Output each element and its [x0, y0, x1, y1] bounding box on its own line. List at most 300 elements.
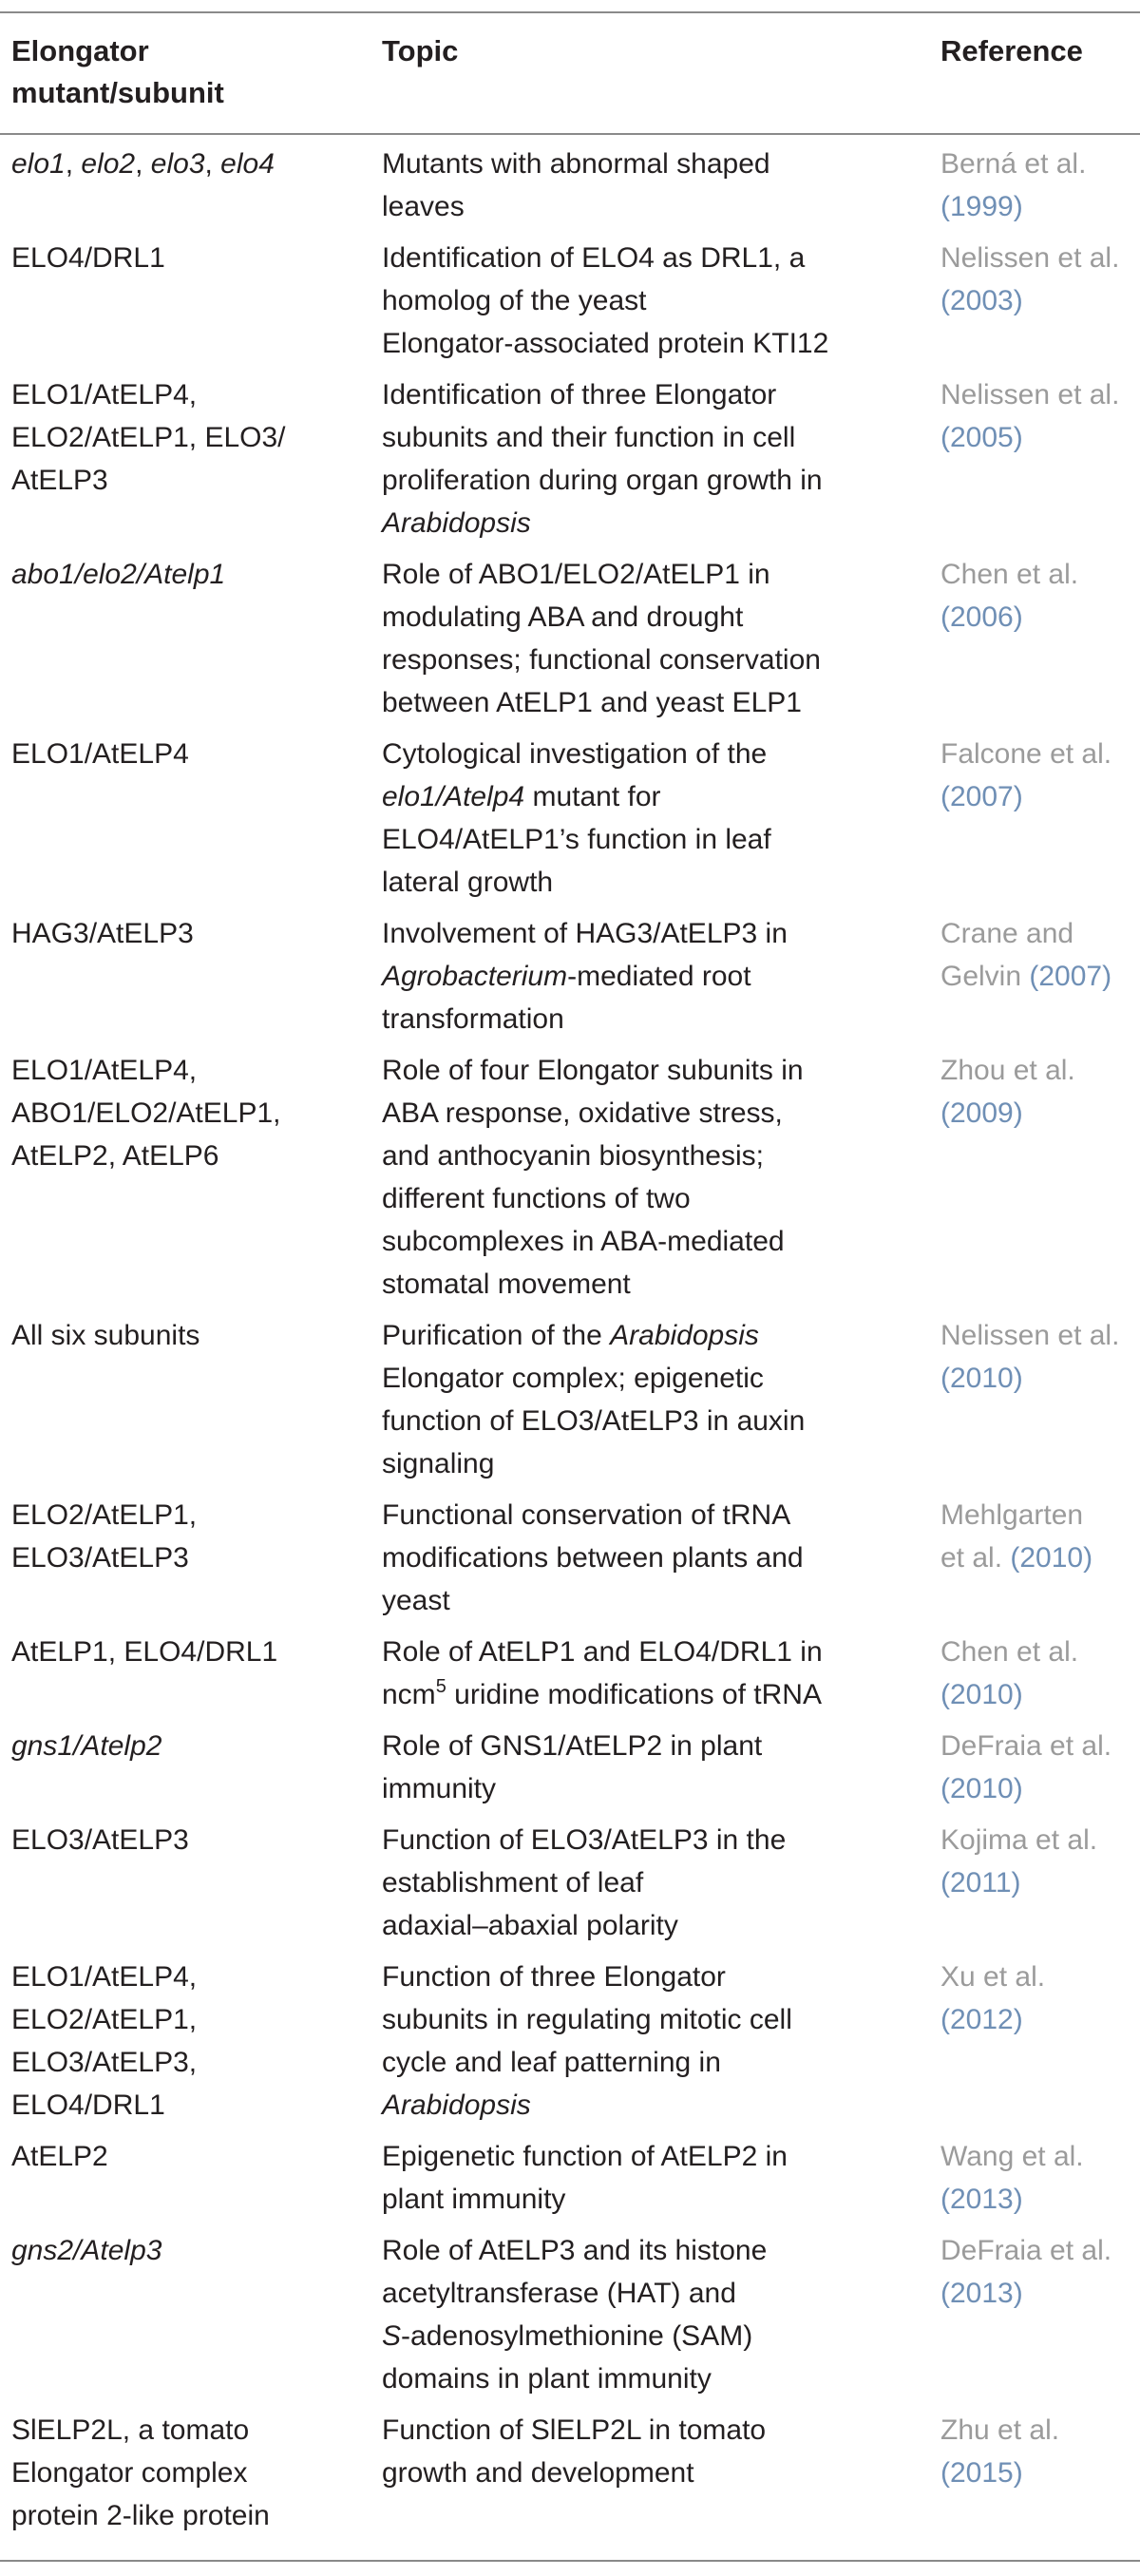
text-run: , — [65, 148, 82, 180]
reference-cell — [940, 237, 1135, 322]
cell-line — [382, 1725, 923, 1767]
cell-line — [11, 373, 372, 416]
text-run: (2007) — [1029, 961, 1112, 992]
text-run: (2007) — [940, 781, 1023, 812]
cell-line — [382, 2315, 923, 2357]
text-run: Role of AtELP1 and ELO4/DRL1 in — [382, 1636, 823, 1668]
cell-line — [382, 1904, 923, 1947]
cell-line — [382, 1314, 923, 1357]
cell-line — [382, 2084, 923, 2127]
text-run: subunits in regulating mitotic cell — [382, 2004, 792, 2035]
table-row — [0, 553, 1140, 733]
text-run: adaxial–abaxial polarity — [382, 1910, 678, 1941]
cell-line — [382, 596, 923, 639]
cell-line — [382, 373, 923, 416]
text-run: Chen et al. — [940, 559, 1079, 590]
text-run: (2010) — [940, 1679, 1023, 1710]
cell-line — [382, 1442, 923, 1485]
topic-cell — [382, 1956, 923, 2127]
text-run: ELO3/AtELP3, — [11, 2047, 198, 2078]
text-run: Cytological investigation of the — [382, 738, 768, 770]
cell-line — [382, 1263, 923, 1306]
cell-line — [940, 279, 1135, 322]
topic-cell — [382, 373, 923, 544]
table-row — [0, 1631, 1140, 1725]
text-run: transformation — [382, 1003, 564, 1035]
text-run: , — [204, 148, 221, 180]
reference-cell — [940, 553, 1135, 639]
cell-line — [940, 1861, 1135, 1904]
text-run: elo2 — [81, 148, 136, 180]
table-row — [0, 1049, 1140, 1314]
subunit-cell — [11, 1819, 372, 1861]
cell-line — [11, 2084, 372, 2127]
text-run: Elongator complex — [11, 2457, 248, 2489]
cell-line — [382, 912, 923, 955]
table-row — [0, 2409, 1140, 2546]
cell-line — [11, 1631, 372, 1673]
text-run: elo4 — [220, 148, 275, 180]
subunit-cell — [11, 1049, 372, 1177]
cell-line — [940, 1494, 1135, 1536]
cell-line — [382, 279, 923, 322]
subunit-cell — [11, 2135, 372, 2178]
text-run: et al. — [940, 1542, 1011, 1574]
text-run: responses; functional conservation — [382, 644, 821, 676]
cell-line — [382, 1861, 923, 1904]
text-run: modulating ABA and drought — [382, 601, 744, 633]
text-run: S — [382, 2320, 402, 2352]
cell-line — [11, 1725, 372, 1767]
text-run: Zhu et al. — [940, 2414, 1060, 2446]
cell-line — [940, 912, 1135, 955]
text-run: 5 — [435, 1676, 446, 1697]
cell-line — [940, 1673, 1135, 1716]
cell-line — [940, 553, 1135, 596]
cell-line — [382, 2452, 923, 2494]
cell-line — [940, 1314, 1135, 1357]
header-reference: Reference — [940, 34, 1083, 67]
text-run: AtELP1, ELO4/DRL1 — [11, 1636, 278, 1668]
cell-line — [940, 2178, 1135, 2221]
table-bottom-rule — [0, 2560, 1140, 2562]
subunit-cell — [11, 1314, 372, 1357]
reference-cell — [940, 2135, 1135, 2221]
text-run: Function of SlELP2L in tomato — [382, 2414, 767, 2446]
cell-line — [11, 1314, 372, 1357]
text-run: Gelvin — [940, 961, 1030, 992]
text-run: ELO3/AtELP3 — [11, 1824, 189, 1856]
text-run: ELO1/AtELP4, — [11, 379, 198, 410]
reference-cell — [940, 1819, 1135, 1904]
subunit-cell — [11, 1956, 372, 2127]
subunit-cell — [11, 553, 372, 596]
header-rule — [0, 133, 1140, 135]
text-run: SlELP2L, a tomato — [11, 2414, 250, 2446]
text-run: (2012) — [940, 2004, 1023, 2035]
cell-line — [11, 1998, 372, 2041]
text-run: ncm — [382, 1679, 436, 1710]
text-run: ABO1/ELO2/AtELP1, — [11, 1097, 281, 1129]
subunit-cell — [11, 1494, 372, 1579]
reference-cell — [940, 733, 1135, 818]
text-run: cycle and leaf patterning in — [382, 2047, 721, 2078]
cell-line — [382, 861, 923, 904]
text-run: Role of AtELP3 and its histone — [382, 2235, 768, 2266]
cell-line — [940, 1536, 1135, 1579]
text-run: (2015) — [940, 2457, 1023, 2489]
cell-line — [382, 2272, 923, 2315]
text-run: (2010) — [1010, 1542, 1093, 1574]
cell-line — [11, 459, 372, 502]
cell-line — [382, 237, 923, 279]
text-run: Function of three Elongator — [382, 1961, 726, 1993]
table-row — [0, 1494, 1140, 1631]
text-run: (1999) — [940, 191, 1023, 222]
reference-cell — [940, 373, 1135, 459]
text-run: subcomplexes in ABA-mediated — [382, 1226, 785, 1257]
text-run: subunits and their function in cell — [382, 422, 796, 453]
cell-line — [382, 1956, 923, 1998]
text-run: Zhou et al. — [940, 1055, 1075, 1086]
cell-line — [382, 733, 923, 775]
cell-line — [382, 1357, 923, 1400]
text-run: ELO4/DRL1 — [11, 242, 165, 274]
text-run: elo1 — [11, 148, 66, 180]
subunit-cell — [11, 733, 372, 775]
text-run: establishment of leaf — [382, 1867, 644, 1899]
cell-line — [940, 1725, 1135, 1767]
text-run: Nelissen et al. — [940, 242, 1120, 274]
table-row — [0, 912, 1140, 1049]
cell-line — [11, 2229, 372, 2272]
text-run: Identification of three Elongator — [382, 379, 777, 410]
text-run: ABA response, oxidative stress, — [382, 1097, 783, 1129]
text-run: ELO4/DRL1 — [11, 2089, 165, 2121]
text-run: immunity — [382, 1773, 497, 1804]
reference-cell — [940, 2229, 1135, 2315]
text-run: HAG3/AtELP3 — [11, 918, 194, 949]
text-run: Nelissen et al. — [940, 1320, 1120, 1351]
text-run: Role of GNS1/AtELP2 in plant — [382, 1730, 763, 1762]
text-run: ELO2/AtELP1, ELO3/ — [11, 422, 286, 453]
cell-line — [382, 1135, 923, 1177]
cell-line — [11, 2041, 372, 2084]
text-run: ELO4/AtELP1’s function in leaf — [382, 824, 771, 855]
text-run: AtELP2, AtELP6 — [11, 1140, 219, 1172]
text-run: Arabidopsis — [382, 507, 531, 539]
cell-line — [382, 1819, 923, 1861]
text-run: (2010) — [940, 1363, 1023, 1394]
text-run: Agrobacterium — [382, 961, 568, 992]
topic-cell — [382, 2409, 923, 2494]
text-run: Identification of ELO4 as DRL1, a — [382, 242, 806, 274]
text-run: leaves — [382, 191, 465, 222]
text-run: AtELP2 — [11, 2141, 108, 2172]
text-run: stomatal movement — [382, 1269, 631, 1300]
cell-line — [11, 2452, 372, 2494]
text-run: AtELP3 — [11, 465, 108, 496]
text-run: (2010) — [940, 1773, 1023, 1804]
text-run: between AtELP1 and yeast ELP1 — [382, 687, 802, 718]
cell-line — [940, 1092, 1135, 1135]
subunit-cell — [11, 912, 372, 955]
table-row — [0, 2135, 1140, 2229]
text-run: acetyltransferase (HAT) and — [382, 2278, 736, 2309]
table-row — [0, 143, 1140, 237]
cell-line — [382, 639, 923, 681]
cell-line — [940, 596, 1135, 639]
text-run: ELO1/AtELP4, — [11, 1961, 198, 1993]
topic-cell — [382, 1494, 923, 1622]
table-row — [0, 1956, 1140, 2135]
text-run: Function of ELO3/AtELP3 in the — [382, 1824, 787, 1856]
topic-cell — [382, 237, 923, 365]
text-run: lateral growth — [382, 867, 554, 898]
cell-line — [382, 775, 923, 818]
text-run: Kojima et al. — [940, 1824, 1098, 1856]
text-run: elo3 — [150, 148, 205, 180]
cell-line — [382, 459, 923, 502]
text-run: (2003) — [940, 285, 1023, 316]
text-run: -adenosylmethionine (SAM) — [401, 2320, 753, 2352]
text-run: Chen et al. — [940, 1636, 1079, 1668]
cell-line — [940, 1998, 1135, 2041]
cell-line — [940, 2409, 1135, 2452]
text-run: Elongator complex; epigenetic — [382, 1363, 764, 1394]
topic-cell — [382, 1049, 923, 1306]
reference-cell — [940, 2409, 1135, 2494]
cell-line — [11, 237, 372, 279]
reference-cell — [940, 912, 1135, 998]
table-row — [0, 373, 1140, 553]
text-run: ELO2/AtELP1, — [11, 1499, 198, 1531]
text-run: gns1/Atelp2 — [11, 1730, 162, 1762]
text-run: growth and development — [382, 2457, 694, 2489]
text-run: (2011) — [940, 1867, 1021, 1899]
text-run: and anthocyanin biosynthesis; — [382, 1140, 764, 1172]
text-run: Functional conservation of tRNA — [382, 1499, 791, 1531]
cell-line — [382, 1673, 923, 1716]
reference-cell — [940, 1631, 1135, 1716]
reference-cell — [940, 1049, 1135, 1135]
cell-line — [11, 1092, 372, 1135]
text-run: , — [135, 148, 151, 180]
text-run: -mediated root — [567, 961, 751, 992]
text-run: function of ELO3/AtELP3 in auxin — [382, 1405, 806, 1437]
topic-cell — [382, 2229, 923, 2400]
text-run: Arabidopsis — [382, 2089, 531, 2121]
subunit-cell — [11, 373, 372, 502]
cell-line — [940, 2452, 1135, 2494]
text-run: (2013) — [940, 2278, 1023, 2309]
reference-cell — [940, 1494, 1135, 1579]
reference-cell — [940, 1725, 1135, 1810]
cell-line — [11, 912, 372, 955]
cell-line — [11, 2135, 372, 2178]
text-run: (2009) — [940, 1097, 1023, 1129]
cell-line — [11, 416, 372, 459]
cell-line — [382, 2135, 923, 2178]
topic-cell — [382, 1819, 923, 1947]
cell-line — [940, 1819, 1135, 1861]
cell-line — [11, 1819, 372, 1861]
cell-line — [382, 502, 923, 544]
text-run: Xu et al. — [940, 1961, 1046, 1993]
cell-line — [11, 1135, 372, 1177]
text-run: proliferation during organ growth in — [382, 465, 823, 496]
text-run: Berná et al. — [940, 148, 1087, 180]
cell-line — [382, 2357, 923, 2400]
text-run: elo1/Atelp4 — [382, 781, 525, 812]
text-run: (2013) — [940, 2184, 1023, 2215]
text-run: Nelissen et al. — [940, 379, 1120, 410]
topic-cell — [382, 912, 923, 1040]
topic-cell — [382, 553, 923, 724]
table-top-rule — [0, 11, 1140, 13]
topic-cell — [382, 1631, 923, 1716]
cell-line — [940, 2135, 1135, 2178]
cell-line — [382, 1049, 923, 1092]
cell-line — [382, 681, 923, 724]
cell-line — [382, 1494, 923, 1536]
text-run: DeFraia et al. — [940, 1730, 1112, 1762]
cell-line — [382, 2409, 923, 2452]
text-run: Mehlgarten — [940, 1499, 1084, 1531]
table-row — [0, 2229, 1140, 2409]
cell-line — [940, 143, 1135, 185]
cell-line — [940, 775, 1135, 818]
cell-line — [382, 1631, 923, 1673]
topic-cell — [382, 2135, 923, 2221]
subunit-cell — [11, 2229, 372, 2272]
cell-line — [382, 1177, 923, 1220]
text-run: DeFraia et al. — [940, 2235, 1112, 2266]
cell-line — [11, 2409, 372, 2452]
text-run: ELO3/AtELP3 — [11, 1542, 189, 1574]
table-row — [0, 733, 1140, 912]
text-run: Involvement of HAG3/AtELP3 in — [382, 918, 788, 949]
reference-cell — [940, 143, 1135, 228]
text-run: (2006) — [940, 601, 1023, 633]
cell-line — [940, 2229, 1135, 2272]
cell-line — [940, 185, 1135, 228]
subunit-cell — [11, 1631, 372, 1673]
cell-line — [382, 1579, 923, 1622]
text-run: modifications between plants and — [382, 1542, 804, 1574]
cell-line — [940, 733, 1135, 775]
cell-line — [382, 1536, 923, 1579]
cell-line — [940, 1767, 1135, 1810]
cell-line — [11, 1494, 372, 1536]
text-run: Crane and — [940, 918, 1074, 949]
cell-line — [382, 143, 923, 185]
reference-cell — [940, 1314, 1135, 1400]
table-header — [0, 21, 1140, 127]
cell-line — [382, 1400, 923, 1442]
cell-line — [382, 416, 923, 459]
topic-cell — [382, 1725, 923, 1810]
cell-line — [382, 2041, 923, 2084]
subunit-cell — [11, 237, 372, 279]
cell-line — [382, 1092, 923, 1135]
cell-line — [382, 998, 923, 1040]
cell-line — [940, 1357, 1135, 1400]
text-run: ELO1/AtELP4, — [11, 1055, 198, 1086]
topic-cell — [382, 143, 923, 228]
topic-cell — [382, 1314, 923, 1485]
cell-line — [382, 2178, 923, 2221]
table-row — [0, 237, 1140, 373]
text-run: (2005) — [940, 422, 1023, 453]
cell-line — [382, 1767, 923, 1810]
text-run: Purification of the — [382, 1320, 611, 1351]
subunit-cell — [11, 143, 372, 185]
cell-line — [11, 553, 372, 596]
cell-line — [940, 1631, 1135, 1673]
text-run: All six subunits — [11, 1320, 200, 1351]
text-run: Falcone et al. — [940, 738, 1112, 770]
cell-line — [382, 955, 923, 998]
text-run: abo1/elo2/Atelp1 — [11, 559, 226, 590]
text-run: Role of ABO1/ELO2/AtELP1 in — [382, 559, 770, 590]
cell-line — [940, 1956, 1135, 1998]
cell-line — [382, 818, 923, 861]
text-run: Epigenetic function of AtELP2 in — [382, 2141, 788, 2172]
text-run: Role of four Elongator subunits in — [382, 1055, 804, 1086]
cell-line — [940, 955, 1135, 998]
cell-line — [382, 185, 923, 228]
topic-cell — [382, 733, 923, 904]
text-run: ELO1/AtELP4 — [11, 738, 189, 770]
text-run: ELO2/AtELP1, — [11, 2004, 198, 2035]
cell-line — [382, 1998, 923, 2041]
table-row — [0, 1314, 1140, 1494]
cell-line — [940, 416, 1135, 459]
cell-line — [11, 143, 372, 185]
text-run: gns2/Atelp3 — [11, 2235, 162, 2266]
text-run: Elongator-associated protein KTI12 — [382, 328, 829, 359]
header-topic: Topic — [382, 34, 459, 67]
header-subunit: Elongator mutant/subunit — [11, 34, 224, 109]
table-row — [0, 1819, 1140, 1956]
subunit-cell — [11, 1725, 372, 1767]
subunit-cell — [11, 2409, 372, 2537]
text-run: yeast — [382, 1585, 450, 1616]
table-row — [0, 1725, 1140, 1819]
cell-line — [940, 2272, 1135, 2315]
text-run: Arabidopsis — [610, 1320, 759, 1351]
text-run: different functions of two — [382, 1183, 691, 1214]
cell-line — [11, 1956, 372, 1998]
text-run: uridine modifications of tRNA — [446, 1679, 822, 1710]
cell-line — [382, 2229, 923, 2272]
reference-cell — [940, 1956, 1135, 2041]
text-run: homolog of the yeast — [382, 285, 647, 316]
cell-line — [11, 733, 372, 775]
cell-line — [940, 1049, 1135, 1092]
text-run: Wang et al. — [940, 2141, 1084, 2172]
text-run: signaling — [382, 1448, 495, 1479]
cell-line — [940, 237, 1135, 279]
cell-line — [382, 553, 923, 596]
cell-line — [382, 322, 923, 365]
text-run: domains in plant immunity — [382, 2363, 712, 2395]
text-run: protein 2-like protein — [11, 2500, 270, 2531]
cell-line — [11, 2494, 372, 2537]
cell-line — [940, 373, 1135, 416]
table-body — [0, 143, 1140, 2546]
